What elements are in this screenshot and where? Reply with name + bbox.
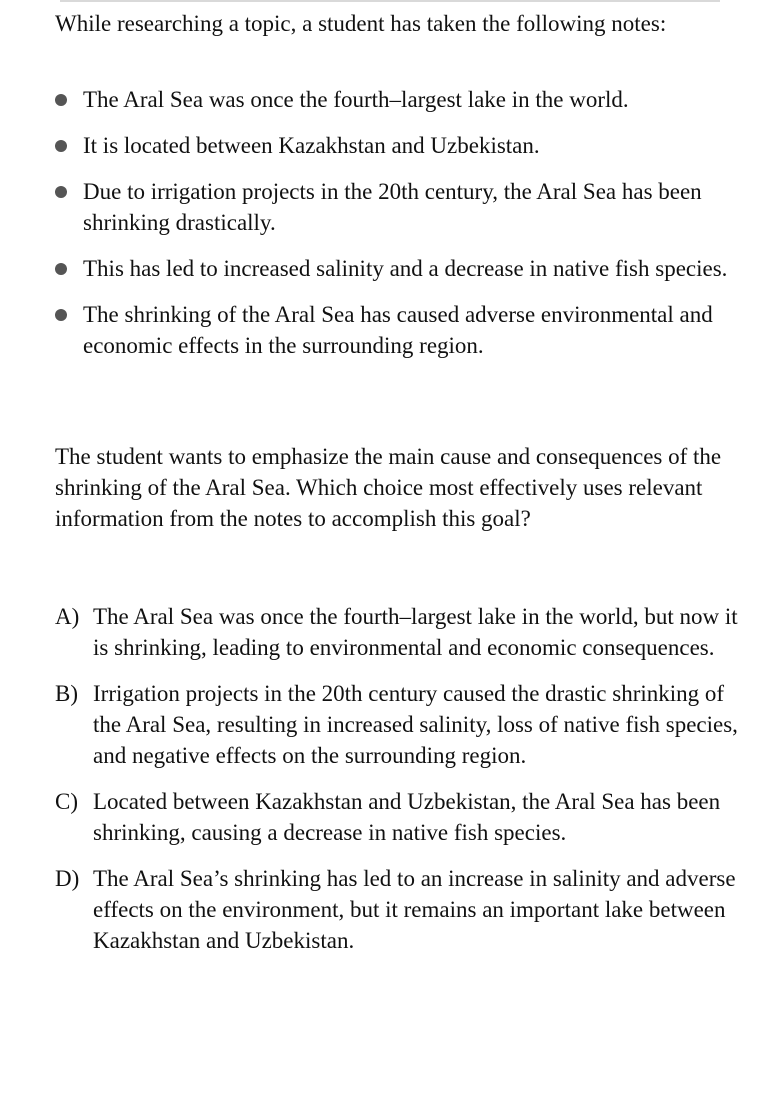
choice-a[interactable] [55,601,745,663]
note-item [55,130,745,161]
top-divider [60,0,720,2]
intro-text: While researching a topic, a student has taken the following notes: [55,11,667,36]
note-item [55,84,745,115]
choice-letter: D) [55,866,80,891]
notes-list [55,84,745,376]
note-text: It is located between Kazakhstan and Uzbekistan. [83,133,540,158]
note-item [55,299,745,361]
choice-text: Irrigation projects in the 20th century caused the drastic shrinking of the Aral Sea, resulting in increased salinity, loss of native fish species, and negative effects on the surrounding region. [93,681,738,768]
choice-text: Located between Kazakhstan and Uzbekistan, the Aral Sea has been shrinking, causing a decrease in native fish species. [93,789,721,845]
note-text: The Aral Sea was once the fourth–largest lake in the world. [83,87,629,112]
answer-choices [55,601,745,971]
note-text: This has led to increased salinity and a decrease in native fish species. [83,256,728,281]
choice-d[interactable] [55,863,745,956]
note-text: Due to irrigation projects in the 20th century, the Aral Sea has been shrinking drastically. [83,179,702,235]
note-text: The shrinking of the Aral Sea has caused adverse environmental and economic effects in the surrounding region. [83,302,713,358]
choice-letter: A) [55,604,80,629]
question-text: The student wants to emphasize the main cause and consequences of the shrinking of the Aral Sea. Which choice most effectively uses relevant information from the notes to accomplish this goal? [55,444,722,531]
note-item [55,176,745,238]
bullet-icon [55,309,67,321]
choice-b[interactable] [55,678,745,771]
choice-letter: B) [55,681,78,706]
choice-text: The Aral Sea was once the fourth–largest lake in the world, but now it is shrinking, leading to environmental and economic consequences. [93,604,738,660]
choice-letter: C) [55,789,78,814]
bullet-icon [55,186,67,198]
bullet-icon [55,94,67,106]
note-item [55,253,745,284]
choice-c[interactable] [55,786,745,848]
bullet-icon [55,263,67,275]
choice-text: The Aral Sea’s shrinking has led to an increase in salinity and adverse effects on the environment, but it remains an important lake between Kazakhstan and Uzbekistan. [93,866,736,953]
bullet-icon [55,140,67,152]
